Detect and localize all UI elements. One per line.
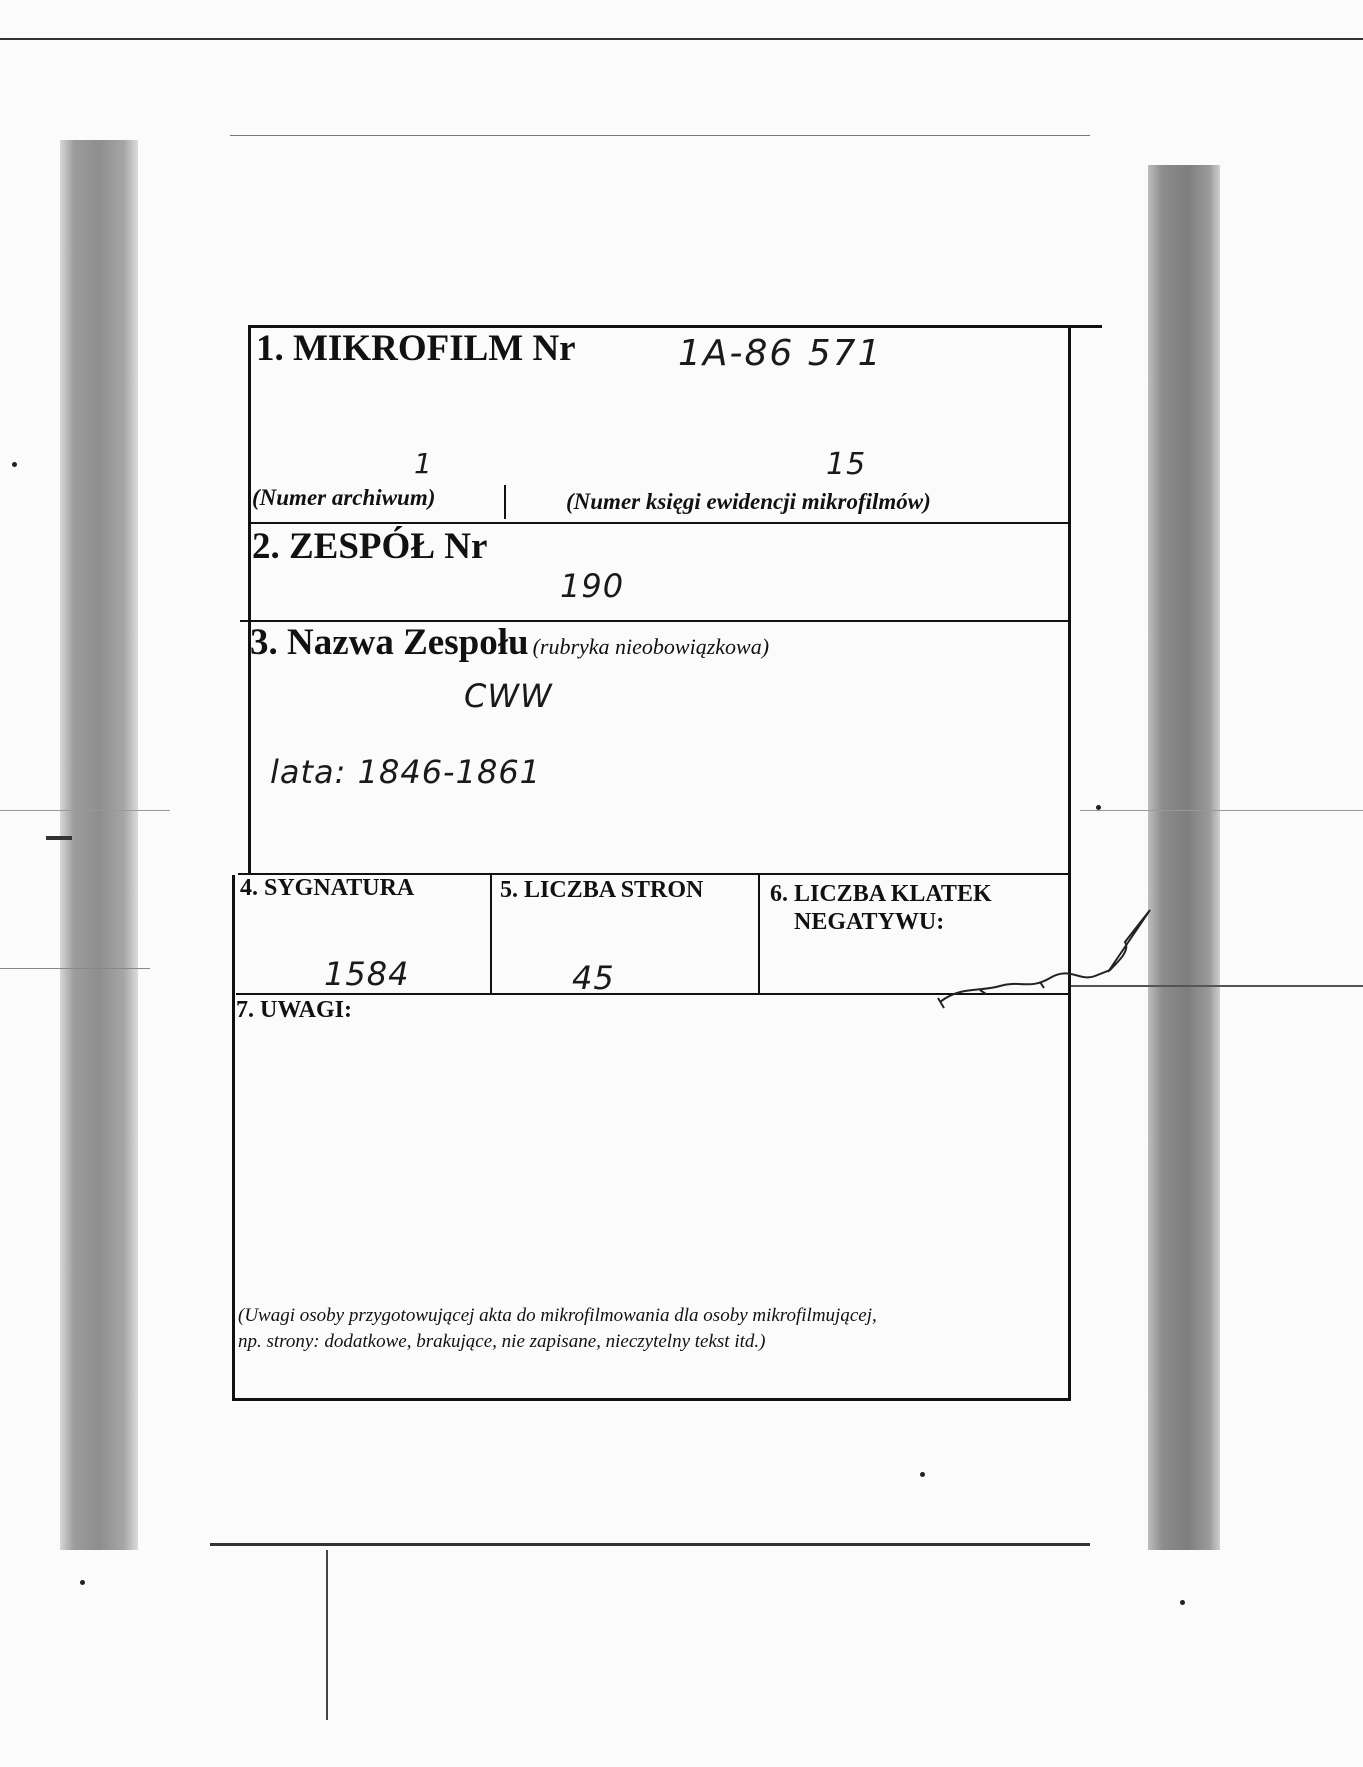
speck [920,1472,925,1477]
scan-dash-left2 [0,968,150,969]
field-5-label: 5. LICZBA STRON [500,877,704,903]
card-border-right [1068,325,1071,1401]
speck [12,462,17,467]
field-6-label-line2: NEGATYWU: [794,909,945,935]
signature-value: 1584 [324,955,410,993]
field-2-label: 2. ZESPÓŁ Nr [252,526,488,567]
sub-divider [504,485,506,519]
card-border-left-top [248,325,251,875]
page-count-value: 45 [572,959,615,997]
register-number-label: (Numer księgi ewidencji mikrofilmów) [566,489,931,514]
register-number-value: 15 [826,447,867,482]
divider-1 [248,522,1071,524]
fond-years-value: lata: 1846-1861 [270,753,542,791]
right-scan-bar [1148,165,1220,1550]
scan-mark-left [46,836,72,840]
field-7-label: 7. UWAGI: [236,997,353,1023]
scan-tick-bottom [326,1550,328,1720]
field-1-label: 1. MIKROFILM Nr [256,328,576,369]
archive-number-label: (Numer archiwum) [252,485,436,510]
field-7-note-line1: (Uwagi osoby przygotowującej akta do mikrofilmowania dla osoby mikrofilmującej, [238,1305,877,1326]
left-scan-bar [60,140,138,1550]
scan-dash-left [0,810,170,811]
microfilm-number-value: 1A-86 571 [678,333,883,374]
field-3-label: 3. Nazwa Zespołu [250,622,529,663]
field-6-label-line1: 6. LICZBA KLATEK [770,881,992,907]
field-7-note-line2: np. strony: dodatkowe, brakujące, nie zapisane, nieczytelny tekst itd.) [238,1331,766,1352]
col-divider-2 [758,873,760,995]
speck [80,1580,85,1585]
field-3-note: (rubryka nieobowiązkowa) [532,634,770,659]
archive-number-value: 1 [414,447,433,480]
speck [1180,1600,1185,1605]
scan-bottom-line [210,1543,1090,1546]
col-divider-1 [490,873,492,995]
scan-top-mark [230,135,1090,136]
microfilm-form-card [232,325,1072,1401]
card-border-left-bottom [232,875,235,1401]
fond-name-value: CWW [464,677,553,715]
card-border-bottom [232,1398,1071,1401]
fond-number-value: 190 [560,567,625,605]
scan-top-line [0,38,1363,40]
scan-dash-right [1080,810,1363,811]
field-3-label-row [250,621,769,664]
field-4-label: 4. SYGNATURA [240,875,415,901]
handwritten-scribble [920,890,1180,1030]
speck [1096,805,1101,810]
